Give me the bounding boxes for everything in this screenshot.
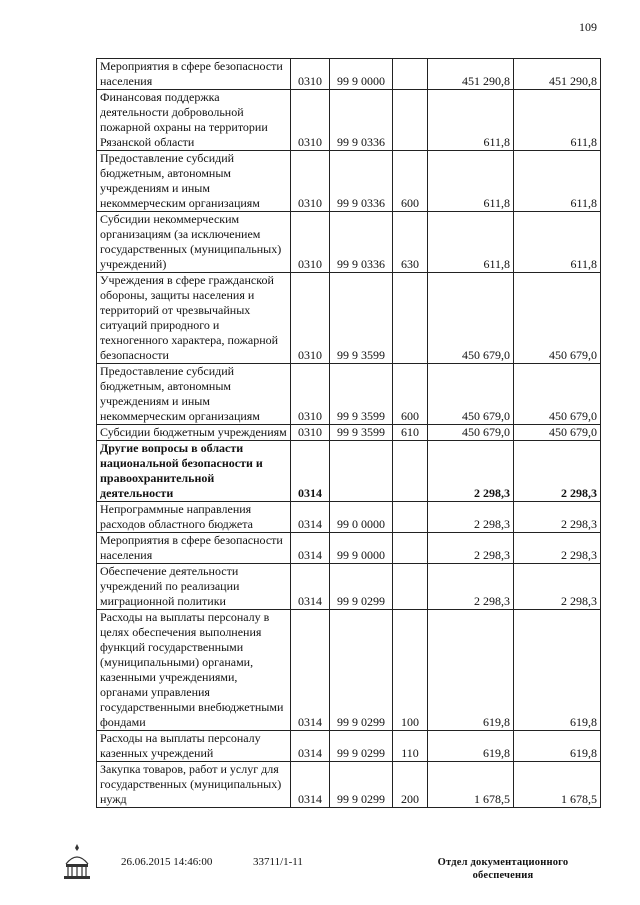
row-csr-cell: 99 0 0000 — [330, 502, 393, 533]
row-csr-cell: 99 9 0299 — [330, 731, 393, 762]
row-section-cell: 0314 — [291, 441, 330, 502]
row-name-cell: Мероприятия в сфере безопасности населения — [97, 59, 291, 90]
row-sum1-cell: 1 678,5 — [428, 762, 514, 808]
budget-table-body — [97, 59, 601, 808]
row-name-cell: Субсидии бюджетным учреждениям — [97, 425, 291, 441]
row-vr-cell — [393, 59, 428, 90]
row-vr-cell — [393, 273, 428, 364]
row-vr-cell — [393, 90, 428, 151]
budget-table — [96, 58, 601, 808]
footer-dept-line1: Отдел документационного — [437, 857, 569, 868]
table-row — [97, 533, 601, 564]
row-csr-cell: 99 9 0000 — [330, 59, 393, 90]
row-sum2-cell: 451 290,8 — [514, 59, 601, 90]
row-name-cell: Мероприятия в сфере безопасности населения — [97, 533, 291, 564]
row-sum2-cell: 2 298,3 — [514, 502, 601, 533]
row-sum2-cell: 611,8 — [514, 90, 601, 151]
row-sum2-cell: 450 679,0 — [514, 273, 601, 364]
row-sum1-cell: 619,8 — [428, 731, 514, 762]
row-sum2-cell: 450 679,0 — [514, 364, 601, 425]
row-sum2-cell: 619,8 — [514, 731, 601, 762]
table-row — [97, 762, 601, 808]
row-section-cell: 0310 — [291, 212, 330, 273]
table-row — [97, 441, 601, 502]
row-vr-cell: 110 — [393, 731, 428, 762]
table-row — [97, 610, 601, 731]
page-number: 109 — [579, 20, 597, 34]
row-name-cell: Субсидии некоммерческим организациям (за исключением государственных (муниципальных) учреждений) — [97, 212, 291, 273]
row-section-cell: 0310 — [291, 90, 330, 151]
table-row — [97, 59, 601, 90]
row-csr-cell — [330, 441, 393, 502]
row-sum1-cell: 2 298,3 — [428, 533, 514, 564]
table-row — [97, 425, 601, 441]
footer-department — [418, 856, 588, 882]
row-name-cell: Обеспечение деятельности учреждений по реализации миграционной политики — [97, 564, 291, 610]
row-vr-cell: 100 — [393, 610, 428, 731]
row-vr-cell: 600 — [393, 364, 428, 425]
table-row — [97, 151, 601, 212]
row-section-cell: 0310 — [291, 364, 330, 425]
row-name-cell: Предоставление субсидий бюджетным, автономным учреждениям и иным некоммерческим организациям — [97, 364, 291, 425]
emblem-icon — [60, 842, 94, 882]
row-vr-cell: 630 — [393, 212, 428, 273]
row-sum2-cell: 619,8 — [514, 610, 601, 731]
row-csr-cell: 99 9 0336 — [330, 151, 393, 212]
row-section-cell: 0314 — [291, 762, 330, 808]
row-sum1-cell: 450 679,0 — [428, 364, 514, 425]
table-row — [97, 564, 601, 610]
row-name-cell: Непрограммные направления расходов областного бюджета — [97, 502, 291, 533]
row-sum2-cell: 2 298,3 — [514, 533, 601, 564]
row-name-cell: Другие вопросы в области национальной безопасности и правоохранительной деятельности — [97, 441, 291, 502]
row-csr-cell: 99 9 0299 — [330, 610, 393, 731]
row-section-cell: 0314 — [291, 564, 330, 610]
row-vr-cell — [393, 564, 428, 610]
row-csr-cell: 99 9 0299 — [330, 564, 393, 610]
row-vr-cell: 200 — [393, 762, 428, 808]
row-section-cell: 0314 — [291, 610, 330, 731]
row-section-cell: 0314 — [291, 502, 330, 533]
row-csr-cell: 99 9 0336 — [330, 212, 393, 273]
row-name-cell: Закупка товаров, работ и услуг для государственных (муниципальных) нужд — [97, 762, 291, 808]
footer-datetime: 26.06.2015 14:46:00 — [121, 856, 213, 868]
row-sum2-cell: 450 679,0 — [514, 425, 601, 441]
row-vr-cell — [393, 441, 428, 502]
row-sum1-cell: 451 290,8 — [428, 59, 514, 90]
row-sum1-cell: 2 298,3 — [428, 564, 514, 610]
row-sum1-cell: 611,8 — [428, 212, 514, 273]
row-sum1-cell: 2 298,3 — [428, 441, 514, 502]
table-row — [97, 731, 601, 762]
table-row — [97, 90, 601, 151]
row-vr-cell: 610 — [393, 425, 428, 441]
row-csr-cell: 99 9 3599 — [330, 273, 393, 364]
row-name-cell: Учреждения в сфере гражданской обороны, защиты населения и территорий от чрезвычайных ситуаций природного и техногенного характера, пожарной безопасности — [97, 273, 291, 364]
row-sum2-cell: 2 298,3 — [514, 564, 601, 610]
table-row — [97, 502, 601, 533]
row-name-cell: Предоставление субсидий бюджетным, автономным учреждениям и иным некоммерческим организациям — [97, 151, 291, 212]
table-row — [97, 364, 601, 425]
row-sum1-cell: 2 298,3 — [428, 502, 514, 533]
row-csr-cell: 99 9 0299 — [330, 762, 393, 808]
row-section-cell: 0314 — [291, 731, 330, 762]
row-sum2-cell: 611,8 — [514, 212, 601, 273]
row-vr-cell: 600 — [393, 151, 428, 212]
row-sum1-cell: 611,8 — [428, 151, 514, 212]
row-section-cell: 0310 — [291, 273, 330, 364]
row-name-cell: Расходы на выплаты персоналу казенных учреждений — [97, 731, 291, 762]
row-name-cell: Расходы на выплаты персоналу в целях обеспечения выполнения функций государственными (муниципальными) органами, казенными учреждениями, органами управления государственными внебюджетными фондами — [97, 610, 291, 731]
row-section-cell: 0310 — [291, 59, 330, 90]
footer-doc-number: 33711/1-11 — [253, 856, 303, 868]
row-section-cell: 0310 — [291, 151, 330, 212]
row-section-cell: 0310 — [291, 425, 330, 441]
row-sum1-cell: 450 679,0 — [428, 425, 514, 441]
row-sum1-cell: 611,8 — [428, 90, 514, 151]
row-csr-cell: 99 9 0336 — [330, 90, 393, 151]
row-sum1-cell: 450 679,0 — [428, 273, 514, 364]
row-sum2-cell: 2 298,3 — [514, 441, 601, 502]
row-csr-cell: 99 9 3599 — [330, 425, 393, 441]
row-vr-cell — [393, 533, 428, 564]
row-csr-cell: 99 9 3599 — [330, 364, 393, 425]
row-csr-cell: 99 9 0000 — [330, 533, 393, 564]
table-row — [97, 273, 601, 364]
footer-dept-line2: обеспечения — [472, 870, 534, 881]
table-row — [97, 212, 601, 273]
row-sum1-cell: 619,8 — [428, 610, 514, 731]
row-vr-cell — [393, 502, 428, 533]
row-section-cell: 0314 — [291, 533, 330, 564]
row-name-cell: Финансовая поддержка деятельности добровольной пожарной охраны на территории Рязанской области — [97, 90, 291, 151]
row-sum2-cell: 611,8 — [514, 151, 601, 212]
row-sum2-cell: 1 678,5 — [514, 762, 601, 808]
